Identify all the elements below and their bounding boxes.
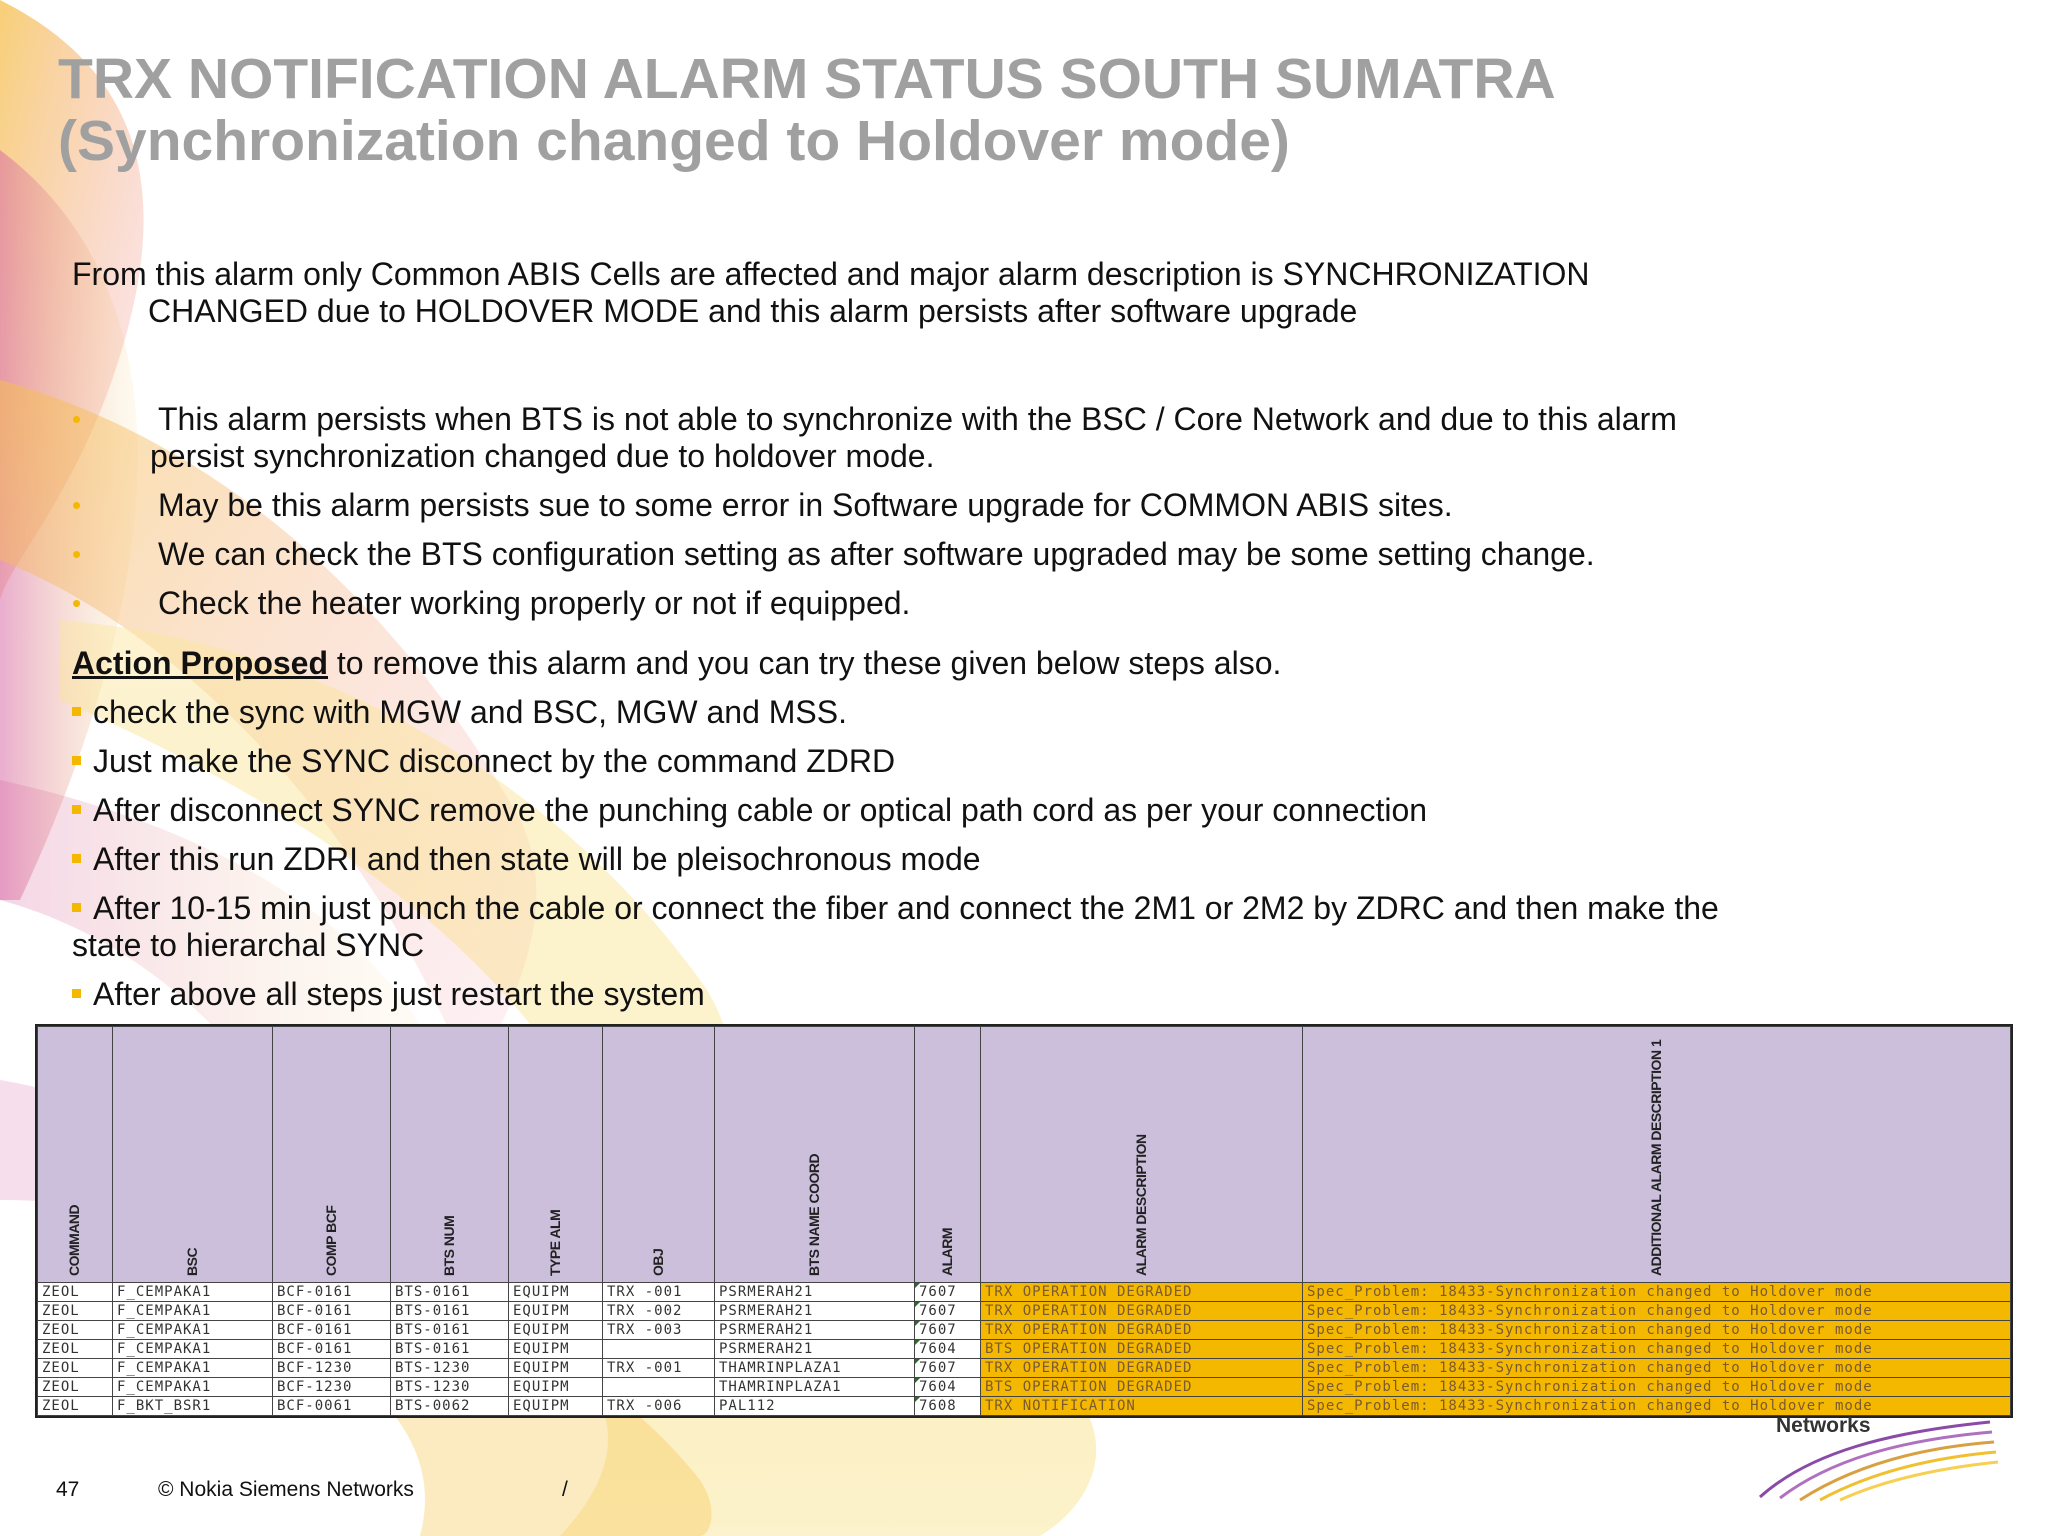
table-cell: BCF-0161 [273,1321,391,1340]
intro-paragraph [72,256,1832,330]
table-cell: ZEOL [38,1397,113,1416]
table-cell: Spec_Problem: 18433-Synchronization changed to Holdover mode [1303,1378,2011,1397]
column-header-label: ALARM DESCRIPTION [1132,1134,1149,1276]
column-header-label: BSC [183,1247,200,1276]
slide-title-line-1: TRX NOTIFICATION ALARM STATUS SOUTH SUMATRA [58,47,1556,111]
column-header [915,1027,981,1283]
table-cell: F_CEMPAKA1 [113,1302,273,1321]
table-cell: BTS-0161 [391,1302,509,1321]
table-cell: BTS OPERATION DEGRADED [981,1378,1303,1397]
table-cell: F_CEMPAKA1 [113,1321,273,1340]
table-cell: F_BKT_BSR1 [113,1397,273,1416]
table-cell: BCF-0161 [273,1283,391,1302]
table-cell: 7607 [915,1321,981,1340]
table-cell: PSRMERAH21 [715,1321,915,1340]
column-header [603,1027,715,1283]
table-cell: Spec_Problem: 18433-Synchronization changed to Holdover mode [1303,1397,2011,1416]
table-cell: F_CEMPAKA1 [113,1340,273,1359]
column-header [273,1027,391,1283]
table-cell: EQUIPM [509,1302,603,1321]
table-cell: BTS-1230 [391,1378,509,1397]
table-cell: BCF-0061 [273,1397,391,1416]
table-cell: Spec_Problem: 18433-Synchronization changed to Holdover mode [1303,1340,2011,1359]
table-cell: TRX -002 [603,1302,715,1321]
column-header [509,1027,603,1283]
column-header-label: TYPE ALM [546,1209,563,1276]
table-cell: PSRMERAH21 [715,1302,915,1321]
table-cell: F_CEMPAKA1 [113,1378,273,1397]
footer-separator: / [562,1478,568,1501]
page-number: 47 [56,1478,80,1501]
table-cell: ZEOL [38,1321,113,1340]
table-cell: BCF-0161 [273,1302,391,1321]
table-cell: EQUIPM [509,1378,603,1397]
table-cell: BTS-1230 [391,1359,509,1378]
table-cell: 7607 [915,1283,981,1302]
table-cell [603,1340,715,1359]
action-step-text: After 10-15 min just punch the cable or connect the fiber and connect the 2M1 or 2M2 by ZDRC and then make the [93,890,1719,926]
table-cell: ZEOL [38,1378,113,1397]
table-cell: BTS-0062 [391,1397,509,1416]
table-cell: Spec_Problem: 18433-Synchronization changed to Holdover mode [1303,1359,2011,1378]
table-row [38,1340,2011,1359]
alarm-table-header-row [38,1027,2011,1283]
table-cell [603,1378,715,1397]
square-bullet-icon [72,756,81,765]
column-header [113,1027,273,1283]
action-step-item [72,841,1872,878]
table-cell: TRX OPERATION DEGRADED [981,1283,1303,1302]
slide-title [58,48,1556,172]
action-step-continuation: state to hierarchal SYNC [72,927,425,963]
table-cell: 7607 [915,1359,981,1378]
table-cell: PAL112 [715,1397,915,1416]
square-bullet-icon [72,903,81,912]
table-cell: BCF-1230 [273,1359,391,1378]
column-header-label: BTS NUM [440,1215,457,1276]
alarm-table-container [35,1024,2013,1418]
column-header-label: BTS NAME COORD [805,1153,822,1276]
cause-bullet-item [72,487,1872,524]
table-cell: Spec_Problem: 18433-Synchronization changed to Holdover mode [1303,1321,2011,1340]
table-cell: THAMRINPLAZA1 [715,1378,915,1397]
action-step-text: Just make the SYNC disconnect by the command ZDRD [93,743,896,779]
table-cell: TRX OPERATION DEGRADED [981,1359,1303,1378]
column-header [1303,1027,2011,1283]
table-cell: TRX -001 [603,1359,715,1378]
column-header-label: OBJ [649,1248,666,1276]
table-cell: THAMRINPLAZA1 [715,1359,915,1378]
alarm-table [37,1026,2011,1416]
bullet-dot-icon: • [72,490,82,520]
action-step-text: After this run ZDRI and then state will be pleisochronous mode [93,841,981,877]
table-cell: TRX -006 [603,1397,715,1416]
table-cell: EQUIPM [509,1321,603,1340]
table-cell: EQUIPM [509,1397,603,1416]
square-bullet-icon [72,805,81,814]
square-bullet-icon [72,989,81,998]
table-cell: EQUIPM [509,1340,603,1359]
table-cell: TRX -001 [603,1283,715,1302]
action-proposed-text: to remove this alarm and you can try these given below steps also. [328,645,1282,681]
intro-line-1: From this alarm only Common ABIS Cells are affected and major alarm description is SYNCHRONIZATION [72,256,1590,292]
table-cell: 7607 [915,1302,981,1321]
action-step-text: check the sync with MGW and BSC, MGW and MSS. [93,694,847,730]
bullet-dot-icon: • [72,539,82,569]
table-cell: PSRMERAH21 [715,1283,915,1302]
table-cell: ZEOL [38,1302,113,1321]
table-cell: TRX -003 [603,1321,715,1340]
column-header [38,1027,113,1283]
column-header-label: ALARM [938,1227,955,1276]
copyright-text: © Nokia Siemens Networks [158,1478,414,1501]
column-header [981,1027,1303,1283]
square-bullet-icon [72,707,81,716]
action-step-list [72,694,1872,1025]
table-cell: F_CEMPAKA1 [113,1359,273,1378]
table-cell: BCF-0161 [273,1340,391,1359]
table-row [38,1283,2011,1302]
square-bullet-icon [72,854,81,863]
table-cell: BTS-0161 [391,1283,509,1302]
cause-bullet-text: This alarm persists when BTS is not able to synchronize with the BSC / Core Network and due to this alarm [158,401,1677,437]
cause-bullet-item [72,401,1872,475]
action-proposed-line [72,645,1872,682]
slide-title-line-2: (Synchronization changed to Holdover mode) [58,109,1290,173]
cause-bullet-text: We can check the BTS configuration setting as after software upgraded may be some setting change. [158,536,1595,572]
logo-text: Networks [1776,1414,1871,1437]
cause-bullet-text: May be this alarm persists sue to some error in Software upgrade for COMMON ABIS sites. [158,487,1453,523]
table-cell: ZEOL [38,1359,113,1378]
table-cell: F_CEMPAKA1 [113,1283,273,1302]
cause-bullet-item [72,585,1872,622]
column-header-label: ADDITIONAL ALARM DESCRIPTION 1 [1647,1039,1664,1276]
table-cell: BTS-0161 [391,1340,509,1359]
intro-line-2: CHANGED due to HOLDOVER MODE and this alarm persists after software upgrade [148,293,1358,329]
table-cell: EQUIPM [509,1359,603,1378]
table-cell: 7604 [915,1340,981,1359]
action-step-text: After above all steps just restart the system [93,976,705,1012]
action-step-item [72,976,1872,1013]
cause-bullet-item [72,536,1872,573]
table-cell: BTS OPERATION DEGRADED [981,1340,1303,1359]
bullet-dot-icon: • [72,404,82,434]
table-row [38,1378,2011,1397]
table-row [38,1321,2011,1340]
table-cell: BCF-1230 [273,1378,391,1397]
column-header [715,1027,915,1283]
table-cell: 7608 [915,1397,981,1416]
table-cell: Spec_Problem: 18433-Synchronization changed to Holdover mode [1303,1302,2011,1321]
table-cell: TRX NOTIFICATION [981,1397,1303,1416]
cause-bullet-list [72,401,1872,634]
action-step-item [72,694,1872,731]
table-cell: ZEOL [38,1340,113,1359]
table-row [38,1397,2011,1416]
column-header-label: COMP BCF [322,1205,339,1276]
table-row [38,1302,2011,1321]
action-step-item [72,792,1872,829]
column-header [391,1027,509,1283]
table-cell: ZEOL [38,1283,113,1302]
table-row [38,1359,2011,1378]
table-cell: BTS-0161 [391,1321,509,1340]
table-cell: PSRMERAH21 [715,1340,915,1359]
action-proposed-keyword: Action Proposed [72,645,329,681]
table-cell: TRX OPERATION DEGRADED [981,1302,1303,1321]
action-step-item [72,743,1872,780]
column-header-label: COMMAND [66,1204,82,1276]
action-step-item [72,890,1872,964]
table-cell: Spec_Problem: 18433-Synchronization changed to Holdover mode [1303,1283,2011,1302]
table-cell: TRX OPERATION DEGRADED [981,1321,1303,1340]
table-cell: EQUIPM [509,1283,603,1302]
cause-bullet-continuation: persist synchronization changed due to holdover mode. [150,438,935,474]
action-step-text: After disconnect SYNC remove the punching cable or optical path cord as per your connection [93,792,1428,828]
cause-bullet-text: Check the heater working properly or not if equipped. [158,585,911,621]
table-cell: 7604 [915,1378,981,1397]
bullet-dot-icon: • [72,588,82,618]
